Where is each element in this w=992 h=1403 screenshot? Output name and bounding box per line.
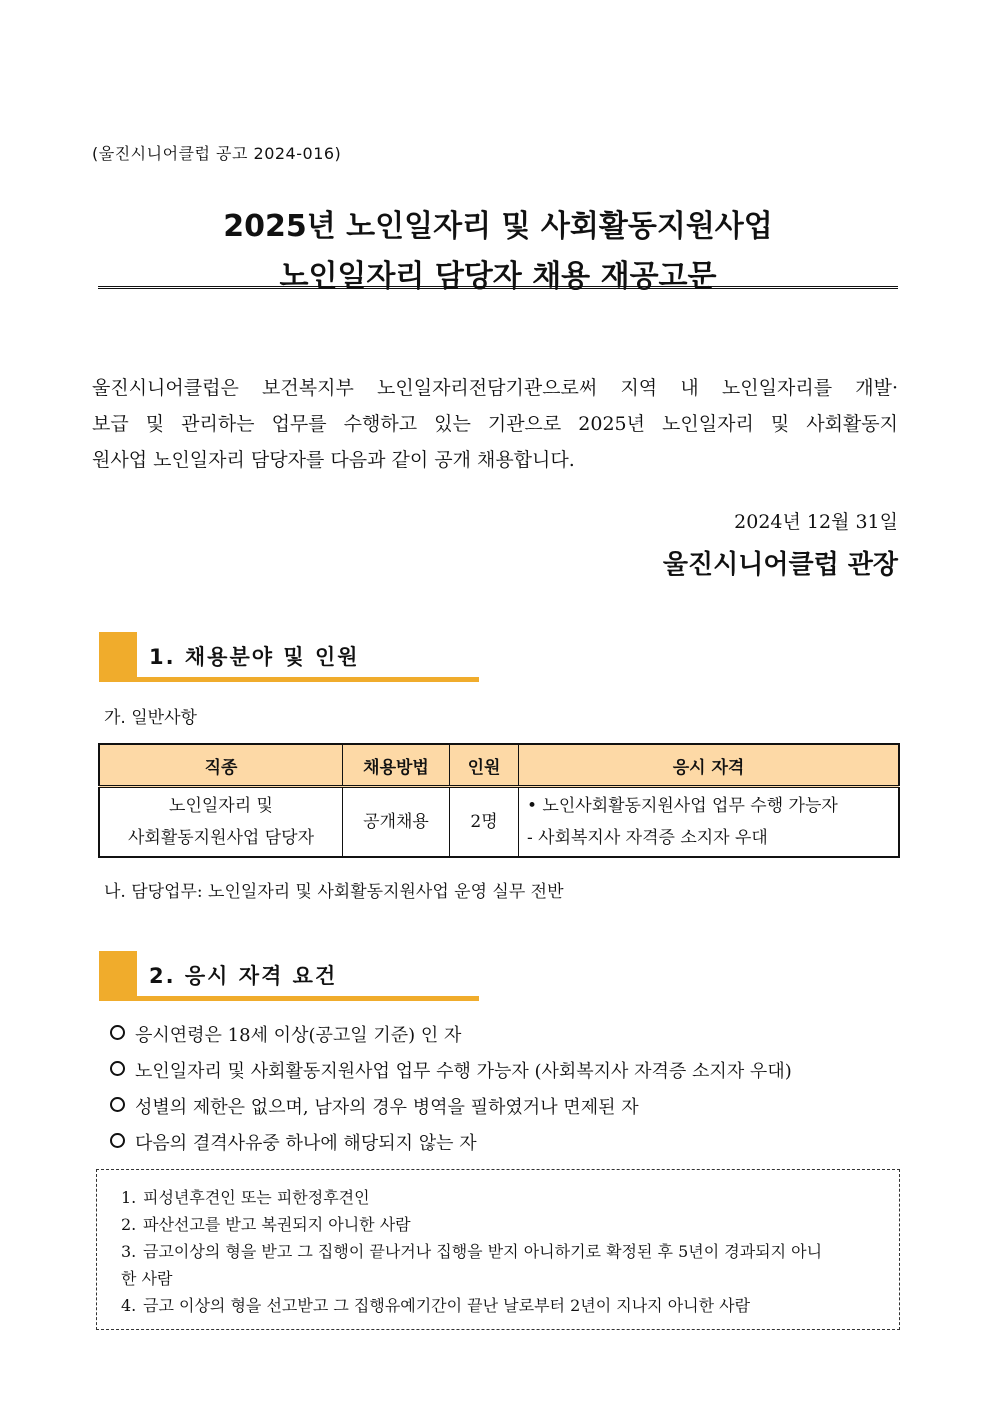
requirement-item xyxy=(110,1093,639,1119)
header-count: 인원 xyxy=(450,744,519,787)
requirement-item xyxy=(110,1129,477,1155)
circle-bullet-icon xyxy=(110,1133,125,1148)
table-header-row xyxy=(99,744,899,787)
section-underline xyxy=(137,996,479,1001)
cell-qualification xyxy=(519,787,900,858)
intro-line: 보급 및 관리하는 업무를 수행하고 있는 기관으로 2025년 노인일자리 및 사회활동지 xyxy=(92,413,898,435)
requirement-text: 응시연령은 18세 이상(공고일 기준) 인 자 xyxy=(135,1025,462,1046)
header-method: 채용방법 xyxy=(343,744,450,787)
intro-line: 울진시니어클럽은 보건복지부 노인일자리전담기관으로써 지역 내 노인일자리를 개발· xyxy=(92,377,898,399)
job-line: 노인일자리 및 xyxy=(169,796,273,816)
header-qualification: 응시 자격 xyxy=(519,744,900,787)
notice-number: (울진시니어클럽 공고 2024-016) xyxy=(92,144,342,163)
circle-bullet-icon xyxy=(110,1097,125,1112)
item-number: 1. xyxy=(121,1188,137,1207)
recruitment-table xyxy=(98,743,900,858)
cell-method: 공개채용 xyxy=(343,787,450,858)
item-number: 2. xyxy=(121,1215,137,1234)
header-job: 직종 xyxy=(99,744,343,787)
page-title-line2: 노인일자리 담당자 채용 재공고문 xyxy=(279,259,717,294)
item-text: 파산선고를 받고 복권되지 아니한 사람 xyxy=(143,1215,411,1234)
cell-job xyxy=(99,787,343,858)
subheading-general: 가. 일반사항 xyxy=(104,708,197,728)
disqualification-item-continued: 한 사람 xyxy=(121,1269,173,1288)
section1-heading xyxy=(99,632,479,682)
disqualification-item xyxy=(121,1239,891,1262)
circle-bullet-icon xyxy=(110,1025,125,1040)
section1-title: 1. 채용분야 및 인원 xyxy=(149,645,360,669)
item-text: 피성년후견인 또는 피한정후견인 xyxy=(143,1188,370,1207)
disqualification-item xyxy=(121,1212,891,1235)
item-number: 4. xyxy=(121,1296,137,1315)
qual-line: - 사회복지사 자격증 소지자 우대 xyxy=(527,828,768,848)
section-underline xyxy=(137,677,479,682)
disqualification-item xyxy=(121,1185,891,1208)
requirement-item xyxy=(110,1057,792,1083)
requirement-text: 다음의 결격사유중 하나에 해당되지 않는 자 xyxy=(135,1133,477,1154)
section-marker xyxy=(99,632,137,682)
disqualification-item xyxy=(121,1293,891,1316)
announcement-date: 2024년 12월 31일 xyxy=(734,511,898,533)
qual-line: • 노인사회활동지원사업 업무 수행 가능자 xyxy=(527,796,838,816)
title-underline xyxy=(98,286,898,289)
job-line: 사회활동지원사업 담당자 xyxy=(127,828,315,848)
item-number: 3. xyxy=(121,1242,137,1261)
item-text: 금고이상의 형을 받고 그 집행이 끝나거나 집행을 받지 아니하기로 확정된 후 5년이 경과되지 아니 xyxy=(143,1242,823,1261)
section2-heading xyxy=(99,951,479,1001)
section-marker xyxy=(99,951,137,1001)
issuer-name: 울진시니어클럽 관장 xyxy=(662,550,898,580)
cell-count: 2명 xyxy=(450,787,519,858)
table-row xyxy=(99,787,899,858)
disqualification-box xyxy=(96,1169,900,1330)
requirement-item xyxy=(110,1021,461,1047)
circle-bullet-icon xyxy=(110,1061,125,1076)
requirement-text: 성별의 제한은 없으며, 남자의 경우 병역을 필하였거나 면제된 자 xyxy=(135,1097,639,1118)
section2-title: 2. 응시 자격 요건 xyxy=(149,964,338,988)
intro-paragraph xyxy=(92,370,898,478)
page-title-line1: 2025년 노인일자리 및 사회활동지원사업 xyxy=(223,209,773,244)
intro-line: 원사업 노인일자리 담당자를 다음과 같이 공개 채용합니다. xyxy=(92,449,575,471)
requirement-text: 노인일자리 및 사회활동지원사업 업무 수행 가능자 (사회복지사 자격증 소지자 우대) xyxy=(135,1061,792,1082)
item-text: 금고 이상의 형을 선고받고 그 집행유예기간이 끝난 날로부터 2년이 지나지 아니한 사람 xyxy=(143,1296,751,1315)
subheading-duties: 나. 담당업무: 노인일자리 및 사회활동지원사업 운영 실무 전반 xyxy=(104,882,564,902)
